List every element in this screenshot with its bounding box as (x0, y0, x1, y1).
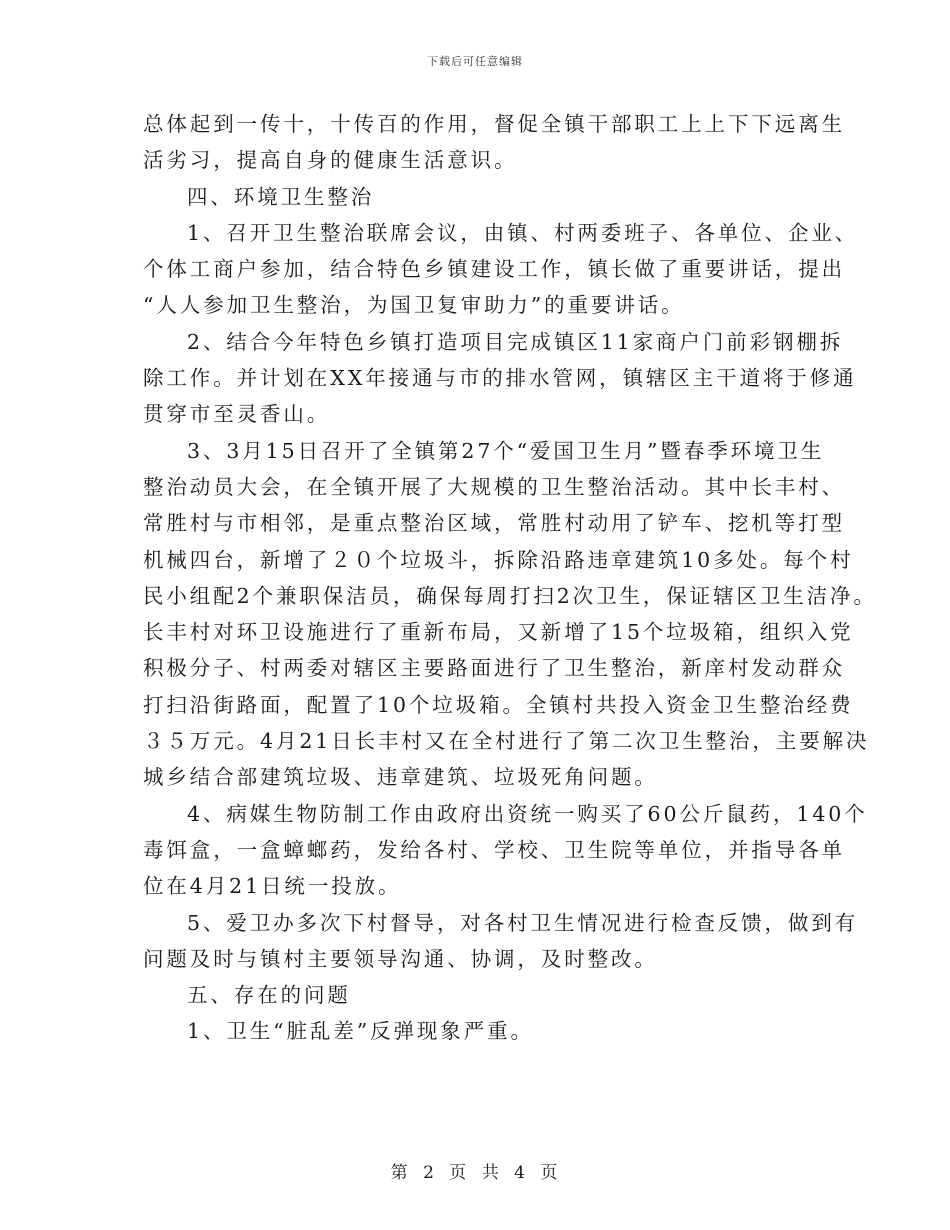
document-body (143, 106, 877, 1050)
text-line: 2、结合今年特色乡镇打造项目完成镇区11家商户门前彩钢棚拆 (187, 329, 844, 354)
text-line: 整治动员大会，在全镇开展了大规模的卫生整治活动。其中长丰村、 (143, 474, 845, 499)
text-line: 问题及时与镇村主要领导沟通、协调，及时整改。 (143, 946, 658, 971)
text-line: 打扫沿街路面，配置了10个垃圾箱。全镇村共投入资金卫生整治经费 (143, 692, 854, 717)
text-line: 积极分子、村两委对辖区主要路面进行了卫生整治，新庠村发动群众 (143, 656, 845, 681)
text-line: 5、爱卫办多次下村督导，对各村卫生情况进行检查反馈，做到有 (187, 910, 859, 935)
text-line: 长丰村对环卫设施进行了重新布局，又新增了15个垃圾箱，组织入党 (143, 620, 854, 645)
text-line: 个体工商户参加，结合特色乡镇建设工作，镇长做了重要讲话，提出 (143, 257, 845, 282)
text-line: 贯穿市至灵香山。 (143, 402, 331, 427)
text-line: 机械四台，新增了２０个垃圾斗，拆除沿路违章建筑10多处。每个村 (143, 547, 854, 572)
section-heading: 五、存在的问题 (187, 983, 351, 1008)
page-header: 下载后可任意编辑 (427, 55, 523, 68)
text-line: 常胜村与市相邻，是重点整治区域，常胜村动用了铲车、挖机等打型 (143, 511, 845, 536)
text-line: 毒饵盒，一盒蟑螂药，发给各村、学校、卫生院等单位，并指导各单 (143, 837, 845, 862)
section-heading: 四、环境卫生整治 (187, 184, 375, 209)
text-line: 3、3月15日召开了全镇第27个“爱国卫生月”暨春季环境卫生 (187, 438, 825, 463)
text-line: 民小组配2个兼职保洁员，确保每周打扫2次卫生，保证辖区卫生洁净。 (143, 583, 877, 608)
text-line: 1、召开卫生整治联席会议，由镇、村两委班子、各单位、企业、 (187, 220, 859, 245)
text-line: 4、病媒生物防制工作由政府出资统一购买了60公斤鼠药，140个 (187, 801, 868, 826)
text-line: 总体起到一传十，十传百的作用，督促全镇干部职工上上下下远离生 (143, 112, 845, 136)
text-line: ３５万元。4月21日长丰村又在全村进行了第二次卫生整治，主要解决 (143, 729, 870, 754)
text-line: 除工作。并计划在XX年接通与市的排水管网，镇辖区主干道将于修通 (143, 366, 857, 391)
text-line: 位在4月21日统一投放。 (143, 874, 402, 899)
page-number: 第 2 页 共 4 页 (390, 1163, 560, 1183)
text-line: 城乡结合部建筑垃圾、违章建筑、垃圾死角问题。 (143, 765, 658, 790)
text-line: 1、卫生“脏乱差”反弹现象严重。 (187, 1019, 534, 1044)
text-line: 活劣习，提高自身的健康生活意识。 (143, 148, 518, 173)
text-line: “人人参加卫生整治，为国卫复审助力”的重要讲话。 (143, 293, 685, 318)
